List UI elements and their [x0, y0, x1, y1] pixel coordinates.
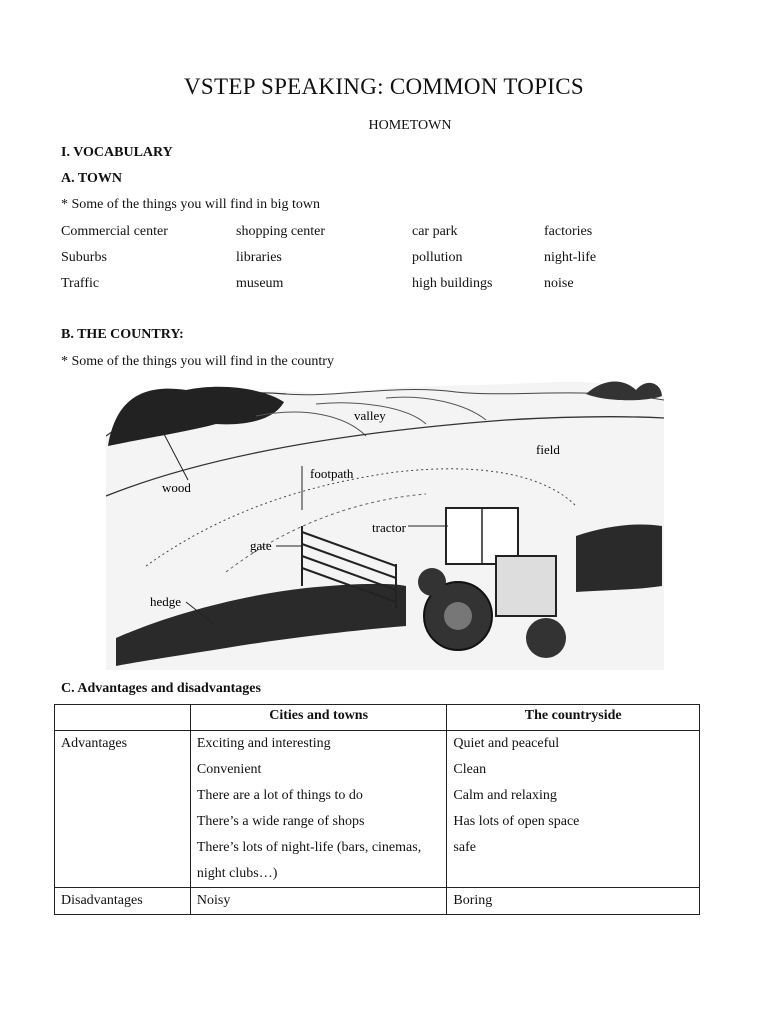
label-gate: gate: [250, 538, 272, 553]
label-field: field: [536, 442, 560, 457]
list-item: night clubs…): [196, 866, 278, 881]
town-intro: * Some of the things you will find in big town: [61, 197, 320, 212]
table-row: [55, 888, 700, 915]
table-header-row: [55, 705, 700, 731]
list-item: Clean: [453, 762, 487, 777]
country-advantages-cell: [447, 731, 700, 888]
country-disadvantages-cell: [447, 888, 700, 915]
list-item: There’s a wide range of shops: [196, 814, 365, 829]
row-label: Advantages: [55, 731, 191, 888]
list-item: There’s lots of night-life (bars, cinemas,: [196, 840, 422, 855]
vocab-word: factories: [544, 224, 593, 239]
list-item: There are a lot of things to do: [196, 788, 363, 803]
advantages-table: [54, 704, 700, 915]
list-item: Boring: [453, 893, 493, 908]
list-item: Convenient: [196, 762, 262, 777]
vocab-word: pollution: [412, 250, 463, 265]
row-label: Disadvantages: [55, 888, 191, 915]
cities-disadvantages-cell: [190, 888, 447, 915]
list-item: Calm and relaxing: [453, 788, 557, 803]
table-header-cell: The countryside: [447, 705, 700, 731]
vocab-word: noise: [544, 276, 574, 291]
table-row: [55, 731, 700, 888]
list-item: safe: [453, 840, 476, 855]
vocab-word: Traffic: [61, 276, 100, 291]
list-item: Quiet and peaceful: [453, 736, 560, 751]
label-valley: valley: [354, 408, 386, 423]
label-footpath: footpath: [310, 466, 354, 481]
table-header-cell: [55, 705, 191, 731]
vocab-word: shopping center: [236, 224, 326, 239]
section-vocabulary-heading: I. VOCABULARY: [61, 145, 173, 160]
vocab-word: car park: [412, 224, 458, 239]
country-heading: B. THE COUNTRY:: [61, 327, 184, 342]
label-wood: wood: [162, 480, 191, 495]
country-intro: * Some of the things you will find in the country: [61, 354, 334, 369]
list-item: Exciting and interesting: [196, 736, 331, 751]
vocab-word: museum: [236, 276, 284, 291]
page-subtitle: HOMETOWN: [368, 118, 452, 133]
table-header-cell: Cities and towns: [190, 705, 447, 731]
label-tractor: tractor: [372, 520, 406, 535]
vocab-word: high buildings: [412, 276, 493, 291]
town-heading: A. TOWN: [61, 171, 122, 186]
cities-advantages-cell: [190, 731, 447, 888]
countryside-illustration: [106, 376, 664, 670]
vocab-word: night-life: [544, 250, 597, 265]
label-hedge: hedge: [150, 594, 182, 609]
advantages-heading: C. Advantages and disadvantages: [61, 681, 261, 696]
list-item: Has lots of open space: [453, 814, 580, 829]
vocab-word: Suburbs: [61, 250, 107, 265]
list-item: Noisy: [196, 893, 231, 908]
vocab-word: Commercial center: [61, 224, 168, 239]
vocab-word: libraries: [236, 250, 282, 265]
page-title: VSTEP SPEAKING: COMMON TOPICS: [184, 74, 584, 99]
